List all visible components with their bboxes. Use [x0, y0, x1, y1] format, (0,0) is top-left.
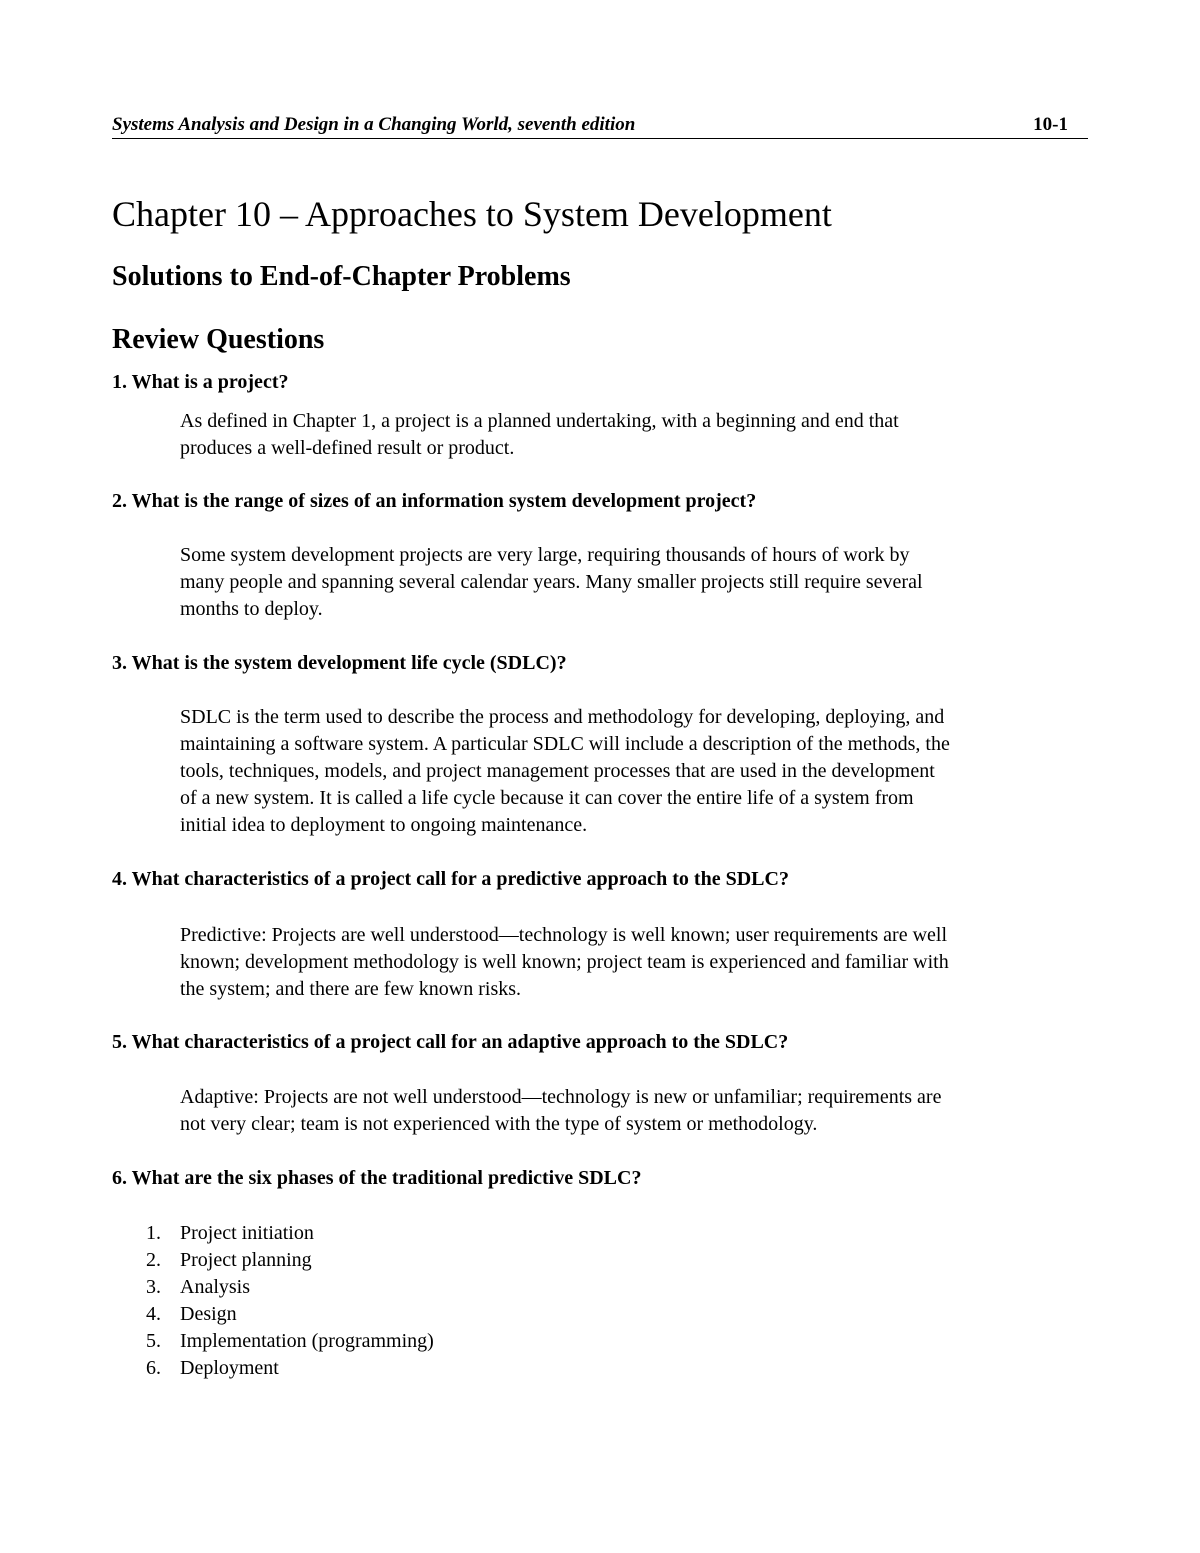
answer-line: produces a well-defined result or product.	[180, 437, 515, 459]
answer-line: known; development methodology is well known; project team is experienced and familiar with	[180, 951, 949, 973]
answer-line: the system; and there are few known risks.	[180, 978, 522, 1000]
answer-line: Some system development projects are very large, requiring thousands of hours of work by	[180, 544, 910, 566]
answer-line: months to deploy.	[180, 598, 323, 620]
question-2: 2. What is the range of sizes of an information system development project?	[112, 490, 757, 512]
list-item-text: Project planning	[180, 1249, 312, 1271]
answer-2	[180, 542, 1090, 623]
list-item-number: 3.	[146, 1276, 161, 1298]
list-item-text: Deployment	[180, 1357, 279, 1379]
list-item-text: Analysis	[180, 1276, 250, 1298]
header-book-title: Systems Analysis and Design in a Changing World, seventh edition	[112, 114, 636, 135]
answer-line: tools, techniques, models, and project management processes that are used in the development	[180, 760, 935, 782]
answer-1	[180, 408, 1090, 462]
question-1: 1. What is a project?	[112, 371, 289, 393]
list-item-text: Project initiation	[180, 1222, 314, 1244]
question-4: 4. What characteristics of a project call for a predictive approach to the SDLC?	[112, 868, 789, 890]
running-header	[112, 112, 1088, 139]
answer-line: As defined in Chapter 1, a project is a planned undertaking, with a beginning and end that	[180, 410, 899, 432]
answer-line: many people and spanning several calendar years. Many smaller projects still require several	[180, 571, 923, 593]
question-5: 5. What characteristics of a project call for an adaptive approach to the SDLC?	[112, 1031, 789, 1053]
answer-line: initial idea to deployment to ongoing maintenance.	[180, 814, 588, 836]
list-item-text: Design	[180, 1303, 237, 1325]
question-6: 6. What are the six phases of the traditional predictive SDLC?	[112, 1167, 642, 1189]
chapter-title: Chapter 10 – Approaches to System Development	[112, 194, 832, 234]
answer-4	[180, 922, 1090, 1003]
list-item-text: Implementation (programming)	[180, 1330, 434, 1352]
list-item-number: 2.	[146, 1249, 161, 1271]
section-title: Solutions to End-of-Chapter Problems	[112, 261, 571, 292]
list-item-number: 5.	[146, 1330, 161, 1352]
list-item-number: 1.	[146, 1222, 161, 1244]
answer-line: Adaptive: Projects are not well understood—technology is new or unfamiliar; requirements are	[180, 1086, 942, 1108]
list-item-number: 4.	[146, 1303, 161, 1325]
answer-line: maintaining a software system. A particular SDLC will include a description of the methods, the	[180, 733, 950, 755]
answer-line: SDLC is the term used to describe the process and methodology for developing, deploying, and	[180, 706, 945, 728]
subsection-title: Review Questions	[112, 324, 325, 355]
list-item-number: 6.	[146, 1357, 161, 1379]
answer-5	[180, 1084, 1090, 1138]
answer-line: of a new system. It is called a life cycle because it can cover the entire life of a system from	[180, 787, 914, 809]
question-3: 3. What is the system development life cycle (SDLC)?	[112, 652, 567, 674]
answer-line: Predictive: Projects are well understood—technology is well known; user requirements are well	[180, 924, 948, 946]
answer-line: not very clear; team is not experienced with the type of system or methodology.	[180, 1113, 818, 1135]
header-page-number: 10-1	[1033, 114, 1068, 135]
answer-3	[180, 704, 1090, 839]
